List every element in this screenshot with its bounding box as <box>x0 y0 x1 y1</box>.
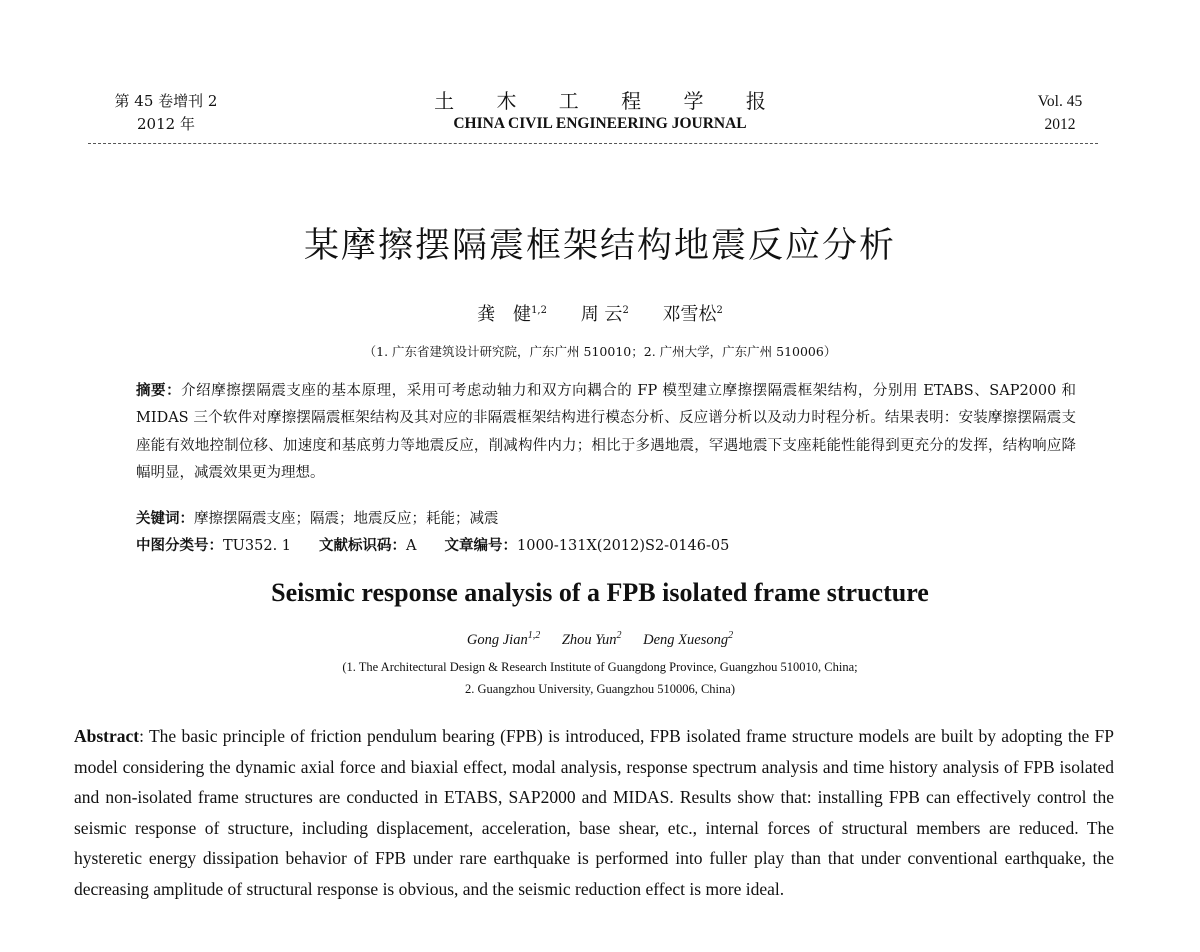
paper-title-cn: 某摩擦摆隔震框架结构地震反应分析 <box>303 226 896 266</box>
header-volume: Vol. 45 <box>1037 93 1083 110</box>
keywords-cn-text: 摩擦摆隔震支座；隔震；地震反应；耗能；减震 <box>194 511 499 527</box>
author-en <box>562 632 622 648</box>
header-issue-info <box>86 90 246 136</box>
author-cn <box>581 304 629 325</box>
author-en <box>467 632 540 648</box>
header-journal <box>380 88 820 134</box>
classification-row <box>136 533 1076 560</box>
keywords-cn-label: 关键词： <box>136 511 194 527</box>
author-affil-marker: 2 <box>716 305 723 316</box>
author-cn <box>477 304 547 325</box>
header-volume-en <box>1020 90 1100 136</box>
abstract-cn-text: 介绍摩擦摆隔震支座的基本原理，采用可考虑动轴力和双方向耦合的 FP 模型建立摩擦摆隔震框架结构，分别用 ETABS、SAP2000 和 MIDAS 三个软件对摩擦摆隔震框架结构及其对应的非隔震框架结构进行模态分析、反应谱分析以及动力时程分析。结果表明：安装摩擦摆隔震支座能有效地控制位移、加速度和基底剪力等地震反应，削减构件内力；相比于多遇地震，罕遇地震下支座耗能性能得到更充分的发挥，结构响应降幅明显，减震效果更为理想。 <box>136 383 1077 481</box>
journal-title-cn: 土 木 工 程 学 报 <box>434 89 784 113</box>
author-name: Zhou Yun <box>561 632 617 648</box>
author-affil-marker: 2 <box>728 630 734 642</box>
abstract-en <box>74 721 1114 905</box>
author-en <box>643 632 733 648</box>
affiliation-en-line: 2. Guangzhou University, Guangzhou 510006, China) <box>465 682 735 696</box>
header-year: 2012 年 <box>137 115 195 133</box>
author-affil-marker: 2 <box>622 305 629 316</box>
author-name: 邓雪松 <box>662 304 717 325</box>
author-list-cn <box>100 302 1100 328</box>
author-name: Deng Xuesong <box>643 632 729 648</box>
author-cn <box>663 304 723 325</box>
author-name: 龚 健 <box>477 304 532 325</box>
author-affil-marker: 1,2 <box>527 630 541 642</box>
author-list-en <box>100 630 1100 650</box>
abstract-en-text: : The basic principle of friction pendulum bearing (FPB) is introduced, FPB isolated frame structure models are built by adopting the FP model considering the dynamic axial force and biaxial effect, modal analysis, response spectrum analysis and time history analysis of FPB isolated and non-isolated frame structures are conducted in ETABS, SAP2000 and MIDAS. Results show that: installing FPB can effectively control the seismic response of structure, including displacement, acceleration, base shear, etc., internal forces of structural members are reduced. The hysteretic energy dissipation behavior of FPB under rare earthquake is performed into fuller play than that under conventional earthquake, the decreasing amplitude of structural response is obvious, and the seismic reduction effect is more ideal. <box>74 726 1114 899</box>
affiliations-cn: （1. 广东省建筑设计研究院，广东广州 510010；2. 广州大学，广东广州 510006） <box>363 344 837 359</box>
abstract-cn <box>136 378 1076 487</box>
abstract-en-label: Abstract <box>74 726 140 746</box>
affiliation-en-line: (1. The Architectural Design & Research Institute of Guangdong Province, Guangzhou 510010, China; <box>342 660 858 674</box>
doc-code-label: 文献标识码： <box>319 538 407 554</box>
keywords-cn <box>136 506 1076 533</box>
article-number-value: 1000-131X(2012)S2-0146-05 <box>517 538 730 554</box>
clc-label: 中图分类号： <box>136 538 223 554</box>
clc-value: TU352. 1 <box>223 538 292 554</box>
header-year-en: 2012 <box>1044 116 1076 133</box>
doc-code-value: A <box>406 538 417 554</box>
abstract-cn-label: 摘要： <box>136 383 182 399</box>
paper-title-en: Seismic response analysis of a FPB isolated frame structure <box>271 578 929 607</box>
header-rule <box>88 143 1098 144</box>
affiliations-en <box>100 656 1100 700</box>
author-name: 周 云 <box>580 304 623 325</box>
article-number-label: 文章编号： <box>444 538 517 554</box>
author-name: Gong Jian <box>466 632 528 648</box>
author-affil-marker: 1,2 <box>531 305 547 316</box>
header-volume-issue: 第 45 卷增刊 2 <box>114 92 218 110</box>
journal-title-en: CHINA CIVIL ENGINEERING JOURNAL <box>453 115 747 132</box>
author-affil-marker: 2 <box>616 630 622 642</box>
